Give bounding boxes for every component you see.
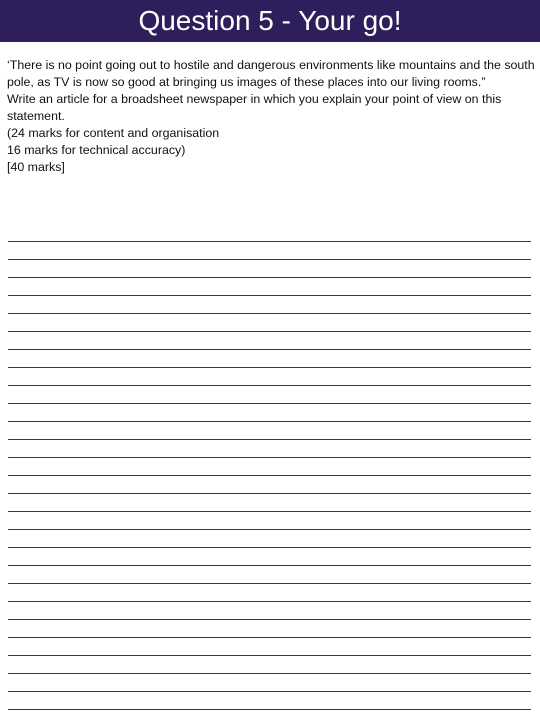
- answer-line: [8, 619, 531, 620]
- answer-line: [8, 475, 531, 476]
- answer-line: [8, 511, 531, 512]
- answer-line: [8, 313, 531, 314]
- answer-line: [8, 601, 531, 602]
- answer-line: [8, 565, 531, 566]
- answer-line: [8, 583, 531, 584]
- answer-line: [8, 655, 531, 656]
- question-quote: ‘There is no point going out to hostile and dangerous environments like mountains and the south pole, as TV is now so good at bringing us images of these places into our living rooms.”: [7, 58, 535, 89]
- answer-line: [8, 259, 531, 260]
- answer-line: [8, 295, 531, 296]
- answer-line: [8, 421, 531, 422]
- answer-line: [8, 367, 531, 368]
- answer-line: [8, 385, 531, 386]
- answer-line: [8, 349, 531, 350]
- marks-accuracy: 16 marks for technical accuracy): [7, 143, 186, 157]
- answer-line: [8, 529, 531, 530]
- answer-line: [8, 493, 531, 494]
- answer-line: [8, 547, 531, 548]
- answer-line: [8, 241, 531, 242]
- answer-line: [8, 457, 531, 458]
- answer-line: [8, 673, 531, 674]
- page-title: Question 5 - Your go!: [138, 5, 402, 36]
- answer-line: [8, 691, 531, 692]
- marks-total: [40 marks]: [7, 160, 65, 174]
- answer-line: [8, 439, 531, 440]
- marks-content: (24 marks for content and organisation: [7, 126, 220, 140]
- question-task: Write an article for a broadsheet newspaper in which you explain your point of view on this statement.: [7, 92, 502, 123]
- answer-line: [8, 709, 531, 710]
- answer-line: [8, 637, 531, 638]
- answer-line: [8, 403, 531, 404]
- answer-line: [8, 331, 531, 332]
- answer-line: [8, 277, 531, 278]
- answer-lines: [8, 0, 531, 720]
